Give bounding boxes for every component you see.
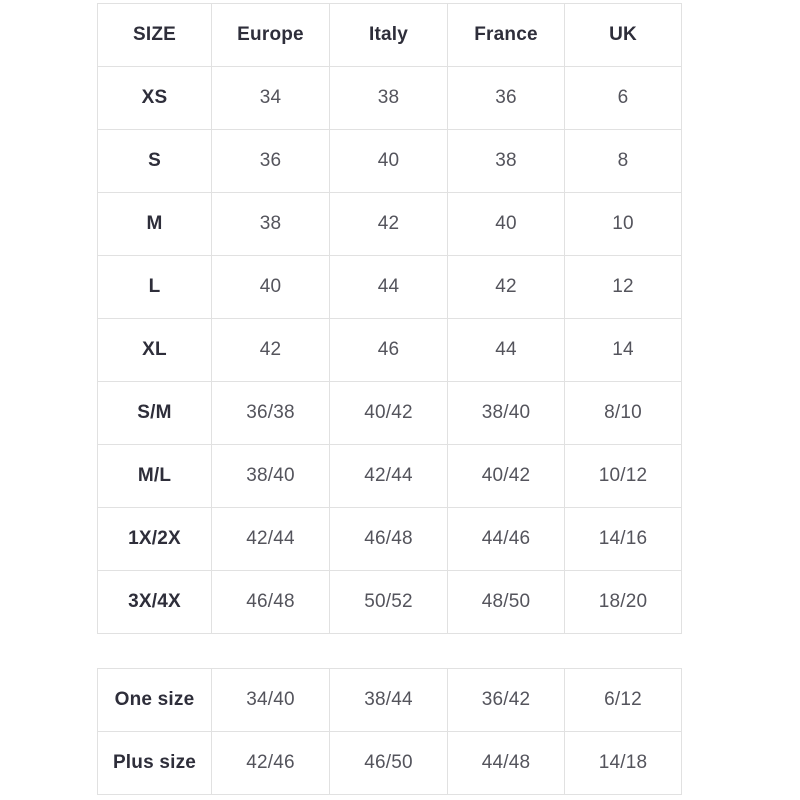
table-row <box>98 319 682 382</box>
data-cell: 36/38 <box>212 382 330 445</box>
table-row <box>98 130 682 193</box>
data-cell: 42 <box>330 193 448 256</box>
data-cell: 42/46 <box>212 732 330 795</box>
data-cell: 14/18 <box>565 732 682 795</box>
data-cell: 42/44 <box>330 445 448 508</box>
header-cell-italy: Italy <box>330 4 448 67</box>
table-row <box>98 67 682 130</box>
header-cell-size: SIZE <box>98 4 212 67</box>
data-cell: 38 <box>212 193 330 256</box>
data-cell: 18/20 <box>565 571 682 634</box>
data-cell: 34/40 <box>212 669 330 732</box>
row-label-cell: Plus size <box>98 732 212 795</box>
data-cell: 34 <box>212 67 330 130</box>
data-cell: 44/46 <box>448 508 565 571</box>
table-row <box>98 193 682 256</box>
data-cell: 44 <box>330 256 448 319</box>
row-label-cell: XL <box>98 319 212 382</box>
row-label-cell: S <box>98 130 212 193</box>
data-cell: 42/44 <box>212 508 330 571</box>
table-row <box>98 382 682 445</box>
data-cell: 10/12 <box>565 445 682 508</box>
data-cell: 6/12 <box>565 669 682 732</box>
row-label-cell: S/M <box>98 382 212 445</box>
table-row <box>98 256 682 319</box>
data-cell: 40 <box>330 130 448 193</box>
data-cell: 36 <box>448 67 565 130</box>
row-label-cell: M/L <box>98 445 212 508</box>
row-label-cell: L <box>98 256 212 319</box>
data-cell: 46/48 <box>330 508 448 571</box>
data-cell: 40/42 <box>448 445 565 508</box>
table-row <box>98 445 682 508</box>
data-cell: 44/48 <box>448 732 565 795</box>
data-cell: 40 <box>212 256 330 319</box>
data-cell: 38 <box>330 67 448 130</box>
data-cell: 12 <box>565 256 682 319</box>
data-cell: 8 <box>565 130 682 193</box>
data-cell: 50/52 <box>330 571 448 634</box>
header-cell-europe: Europe <box>212 4 330 67</box>
data-cell: 38/40 <box>212 445 330 508</box>
data-cell: 10 <box>565 193 682 256</box>
header-cell-uk: UK <box>565 4 682 67</box>
data-cell: 6 <box>565 67 682 130</box>
header-row <box>98 4 682 67</box>
data-cell: 38 <box>448 130 565 193</box>
data-cell: 14/16 <box>565 508 682 571</box>
data-cell: 46 <box>330 319 448 382</box>
data-cell: 42 <box>448 256 565 319</box>
data-cell: 36 <box>212 130 330 193</box>
data-cell: 40 <box>448 193 565 256</box>
row-label-cell: M <box>98 193 212 256</box>
data-cell: 44 <box>448 319 565 382</box>
table-row <box>98 571 682 634</box>
data-cell: 42 <box>212 319 330 382</box>
row-label-cell: One size <box>98 669 212 732</box>
data-cell: 40/42 <box>330 382 448 445</box>
special-sizes-table <box>97 668 682 795</box>
size-conversion-table <box>97 3 682 634</box>
size-chart <box>97 3 682 795</box>
data-cell: 46/48 <box>212 571 330 634</box>
data-cell: 14 <box>565 319 682 382</box>
row-label-cell: 1X/2X <box>98 508 212 571</box>
table-row <box>98 508 682 571</box>
data-cell: 38/44 <box>330 669 448 732</box>
data-cell: 46/50 <box>330 732 448 795</box>
data-cell: 38/40 <box>448 382 565 445</box>
table-row <box>98 669 682 732</box>
data-cell: 8/10 <box>565 382 682 445</box>
data-cell: 48/50 <box>448 571 565 634</box>
row-label-cell: XS <box>98 67 212 130</box>
row-label-cell: 3X/4X <box>98 571 212 634</box>
table-row <box>98 732 682 795</box>
header-cell-france: France <box>448 4 565 67</box>
data-cell: 36/42 <box>448 669 565 732</box>
